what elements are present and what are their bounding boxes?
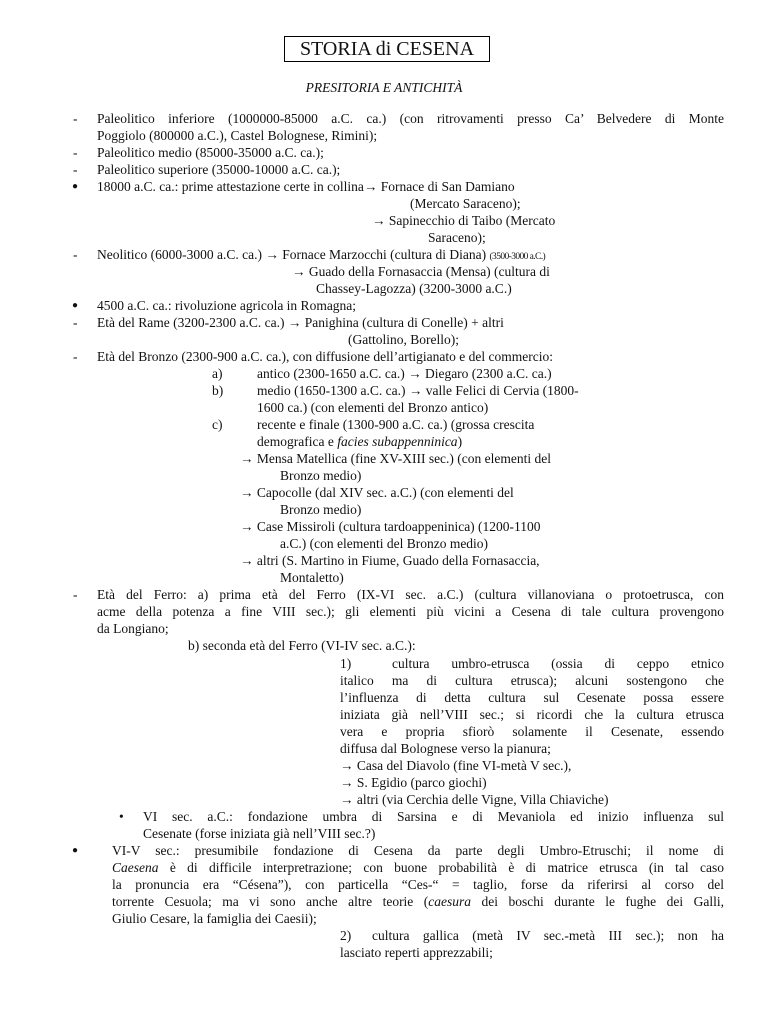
list-item-text: → Casa del Diavolo (fine VI-metà V sec.),: [340, 758, 572, 773]
list-dash: -: [73, 315, 78, 330]
list-item-text: Caesena è di difficile interpretrazione; con buone probabilità è di matrice etrusca (in tal caso: [112, 860, 724, 875]
list-item-text: VI sec. a.C.: fondazione umbra di Sarsina e di Mevaniola ed inizio influenza sul: [143, 809, 724, 824]
arrow-icon: →: [240, 519, 254, 534]
list-item-text: 4500 a.C. ca.: rivoluzione agricola in Romagna;: [97, 298, 357, 313]
list-number-2: 2): [340, 928, 352, 943]
list-item-text: Giulio Cesare, la famiglia dei Caesii);: [112, 911, 317, 926]
list-item-text: 1600 ca.) (con elementi del Bronzo antico): [257, 400, 489, 415]
list-item-text: Età del Bronzo (2300-900 a.C. ca.), con diffusione dell’artigianato e del commercio:: [97, 349, 553, 364]
list-item-text: → S. Egidio (parco giochi): [340, 775, 487, 790]
list-number-1: 1): [340, 656, 352, 671]
arrow-icon: →: [240, 451, 254, 466]
list-item-text: → Guado della Fornasaccia (Mensa) (cultura di: [292, 264, 550, 279]
list-item-text: medio (1650-1300 a.C. ca.) → valle Felici di Cervia (1800-: [257, 383, 579, 398]
arrow-icon: →: [340, 775, 354, 790]
list-item-text: Bronzo medio): [280, 502, 362, 517]
list-bullet: •: [119, 809, 124, 824]
list-item-text: iniziata già nell’VIII sec.; si ricordi che la cultura etrusca: [340, 707, 724, 722]
list-letter-c: c): [212, 417, 223, 432]
list-item-text: Chassey-Lagozza) (3200-3000 a.C.): [316, 281, 512, 296]
list-item-text: Paleolitico medio (85000-35000 a.C. ca.);: [97, 145, 324, 160]
list-item-text: a.C.) (con elementi del Bronzo medio): [280, 536, 489, 551]
list-item-text: la pronuncia era “Césena”), con particella “Ces-“ = taglio, forse da riferirsi al corso del: [112, 877, 724, 892]
list-dash: -: [73, 145, 78, 160]
list-bullet: ●: [72, 300, 79, 311]
list-dash: -: [73, 162, 78, 177]
list-item-text: VI-V sec.: presumibile fondazione di Cesena da parte degli Umbro-Etruschi; il nome di: [112, 843, 724, 858]
list-item-text: → Case Missiroli (cultura tardoappeninica) (1200-1100: [240, 519, 541, 534]
list-bullet: ●: [72, 845, 79, 856]
list-item-text: cultura umbro-etrusca (ossia di ceppo etnico: [392, 656, 724, 671]
arrow-icon: →: [408, 366, 422, 381]
list-item-text: demografica e facies subappenninica): [257, 434, 463, 449]
document-title: STORIA di CESENA: [284, 36, 490, 62]
list-item-text: diffusa dal Bolognese verso la pianura;: [340, 741, 551, 756]
list-bullet: ●: [72, 181, 79, 192]
arrow-icon: →: [292, 264, 306, 279]
list-item-text: antico (2300-1650 a.C. ca.) → Diegaro (2300 a.C. ca.): [257, 366, 552, 381]
list-item-text: → Mensa Matellica (fine XV-XIII sec.) (con elementi del: [240, 451, 552, 466]
list-item-text: → Capocolle (dal XIV sec. a.C.) (con elementi del: [240, 485, 514, 500]
list-letter-a: a): [212, 366, 223, 381]
arrow-icon: →: [265, 247, 279, 262]
list-item-text: Paleolitico superiore (35000-10000 a.C. ca.);: [97, 162, 341, 177]
arrow-icon: →: [372, 213, 386, 228]
list-letter-b: b): [212, 383, 224, 398]
arrow-icon: →: [240, 485, 254, 500]
list-item-text: → altri (S. Martino in Fiume, Guado della Fornasaccia,: [240, 553, 540, 568]
list-item-text: acme della potenza a fine VIII sec.); gli elementi più vicini a Cesena di tale cultura provengono: [97, 604, 724, 619]
arrow-icon: →: [287, 315, 302, 330]
list-dash: -: [73, 111, 78, 126]
arrow-icon: →: [240, 553, 254, 568]
list-item-text: 18000 a.C. ca.: prime attestazione certe in collina→ Fornace di San Damiano: [97, 179, 515, 194]
list-item-text: lasciato reperti apprezzabili;: [340, 945, 493, 960]
list-dash: -: [73, 247, 78, 262]
list-dash: -: [73, 587, 78, 602]
list-item-text: Montaletto): [280, 570, 344, 585]
list-item-text: Neolitico (6000-3000 a.C. ca.) → Fornace Marzocchi (cultura di Diana) (3500-3000 a.C.): [97, 247, 546, 262]
list-dash: -: [73, 349, 78, 364]
arrow-icon: →: [340, 792, 354, 807]
list-item-text: da Longiano;: [97, 621, 169, 636]
list-item-text: Età del Ferro: a) prima età del Ferro (IX-VI sec. a.C.) (cultura villanoviana o protoetrusca, con: [97, 587, 724, 602]
list-item-text: torrente Cesuola; ma vi sono anche altre teorie (caesura dei boschi durante le fughe dei Galli,: [112, 894, 725, 909]
list-item-text: Paleolitico inferiore (1000000-85000 a.C. ca.) (con ritrovamenti presso Ca’ Belvedere di Monte: [97, 111, 724, 126]
arrow-icon: →: [340, 758, 354, 773]
section-subtitle: PRESITORIA E ANTICHITÀ: [305, 80, 463, 95]
list-item-text: (Mercato Saraceno);: [410, 196, 521, 211]
list-item-text: cultura gallica (metà IV sec.-metà III sec.); non ha: [372, 928, 724, 943]
list-item-text: → altri (via Cerchia delle Vigne, Villa Chiaviche): [340, 792, 609, 807]
list-item-text: Poggiolo (800000 a.C.), Castel Bolognese, Rimini);: [97, 128, 378, 143]
arrow-icon: →: [363, 179, 378, 194]
list-item-text: Bronzo medio): [280, 468, 362, 483]
list-item-text: italico ma di cultura etrusca); alcuni sostengono che: [340, 673, 724, 688]
list-item-text: l’influenza di detta cultura sul Cesenate possa essere: [340, 690, 724, 705]
list-item-text: b) seconda età del Ferro (VI-IV sec. a.C.):: [188, 638, 416, 653]
list-item-text: Saraceno);: [428, 230, 486, 245]
list-item-text: → Sapinecchio di Taibo (Mercato: [372, 213, 556, 228]
list-item-text: (Gattolino, Borello);: [348, 332, 459, 347]
list-item-text: Età del Rame (3200-2300 a.C. ca.) → Panighina (cultura di Conelle) + altri: [97, 315, 504, 330]
list-item-text: recente e finale (1300-900 a.C. ca.) (grossa crescita: [257, 417, 535, 432]
arrow-icon: →: [408, 383, 423, 398]
list-item-text: Cesenate (forse iniziata già nell’VIII sec.?): [143, 826, 376, 841]
list-item-text: vera e propria sfiorò solamente il Cesenate, essendo: [340, 724, 724, 739]
